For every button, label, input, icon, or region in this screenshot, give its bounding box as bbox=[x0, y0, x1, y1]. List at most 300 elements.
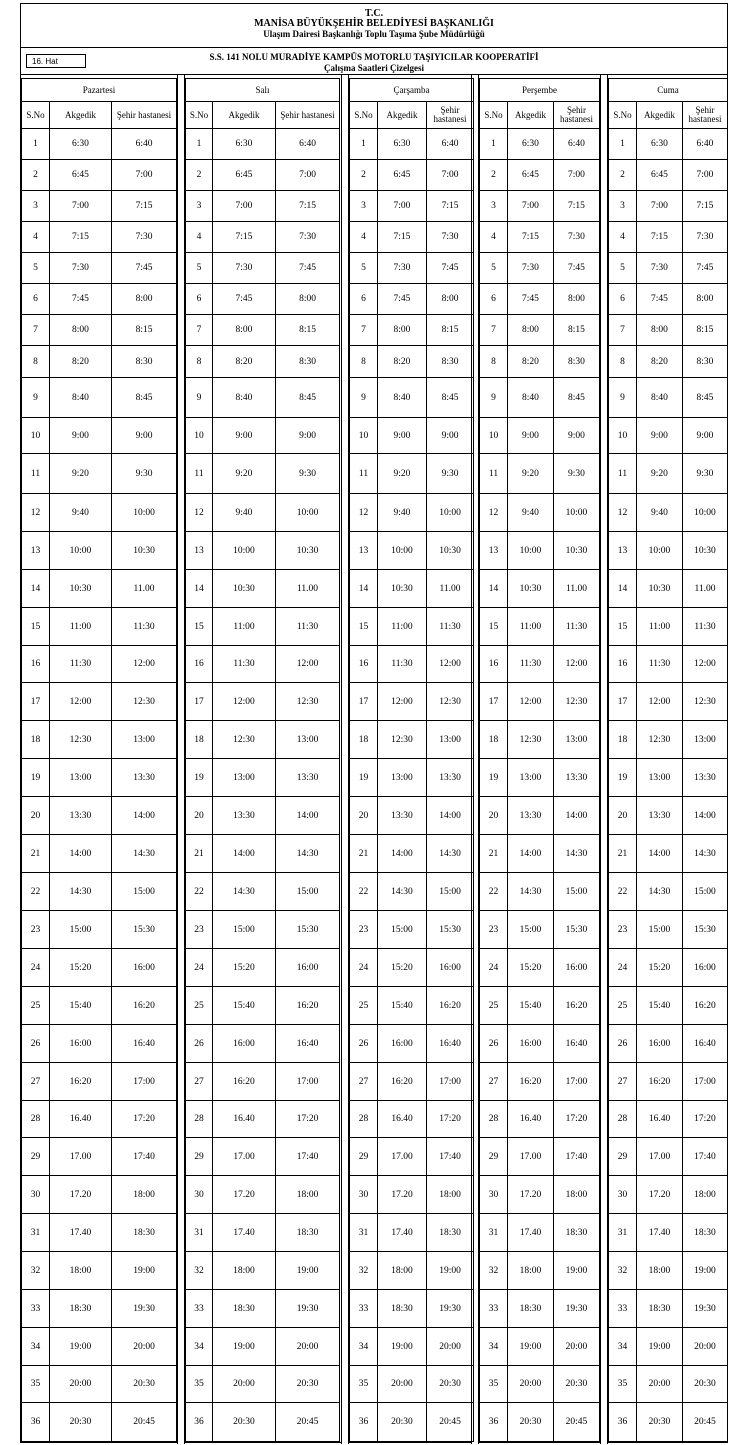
akgedik-time: 18:30 bbox=[213, 1290, 276, 1328]
sehir-hastanesi-time: 13:00 bbox=[427, 721, 474, 759]
row-number: 28 bbox=[186, 1101, 213, 1138]
row-number: 18 bbox=[186, 721, 213, 759]
row-number: 31 bbox=[609, 1214, 637, 1252]
table-row bbox=[480, 1403, 600, 1442]
table-row bbox=[609, 1138, 728, 1176]
row-number: 11 bbox=[480, 454, 508, 494]
sehir-hastanesi-time: 8:30 bbox=[554, 346, 600, 378]
akgedik-time: 16:20 bbox=[637, 1063, 683, 1101]
row-number: 12 bbox=[609, 494, 637, 532]
table-row bbox=[22, 646, 177, 683]
sehir-hastanesi-time: 11:30 bbox=[554, 608, 600, 646]
sehir-hastanesi-time: 14:00 bbox=[427, 797, 474, 835]
akgedik-time: 7:30 bbox=[50, 253, 112, 284]
table-row bbox=[186, 494, 340, 532]
sehir-hastanesi-time: 7:30 bbox=[112, 222, 177, 253]
akgedik-time: 7:15 bbox=[637, 222, 683, 253]
day-table bbox=[349, 78, 474, 1442]
row-number: 14 bbox=[609, 570, 637, 608]
table-row bbox=[350, 873, 474, 911]
header-municipality: MANİSA BÜYÜKŞEHİR BELEDİYESİ BAŞKANLIĞI bbox=[254, 18, 494, 29]
akgedik-time: 13:30 bbox=[378, 797, 427, 835]
row-number: 15 bbox=[480, 608, 508, 646]
row-number: 2 bbox=[186, 160, 213, 191]
sehir-hastanesi-time: 14:30 bbox=[112, 835, 177, 873]
sehir-hastanesi-time: 6:40 bbox=[554, 129, 600, 160]
sehir-hastanesi-time: 7:30 bbox=[683, 222, 728, 253]
table-row bbox=[186, 759, 340, 797]
akgedik-time: 14:00 bbox=[508, 835, 554, 873]
sehir-hastanesi-time: 20:30 bbox=[554, 1366, 600, 1403]
table-row bbox=[186, 315, 340, 346]
row-number: 26 bbox=[350, 1025, 378, 1063]
sehir-hastanesi-time: 10:00 bbox=[683, 494, 728, 532]
row-number: 10 bbox=[186, 418, 213, 454]
table-row bbox=[609, 284, 728, 315]
sehir-hastanesi-time: 18:30 bbox=[683, 1214, 728, 1252]
row-number: 20 bbox=[22, 797, 50, 835]
row-number: 13 bbox=[609, 532, 637, 570]
sehir-hastanesi-time: 15:00 bbox=[112, 873, 177, 911]
table-row bbox=[480, 987, 600, 1025]
akgedik-time: 13:30 bbox=[50, 797, 112, 835]
sehir-hastanesi-time: 20:00 bbox=[683, 1328, 728, 1366]
sehir-hastanesi-time: 7:15 bbox=[427, 191, 474, 222]
akgedik-time: 16.40 bbox=[50, 1101, 112, 1138]
sehir-hastanesi-time: 16:40 bbox=[427, 1025, 474, 1063]
table-row bbox=[350, 1063, 474, 1101]
table-row bbox=[22, 759, 177, 797]
row-number: 1 bbox=[186, 129, 213, 160]
row-number: 7 bbox=[22, 315, 50, 346]
sehir-hastanesi-time: 11.00 bbox=[683, 570, 728, 608]
sehir-hastanesi-time: 18:00 bbox=[427, 1176, 474, 1214]
akgedik-time: 11:30 bbox=[213, 646, 276, 683]
akgedik-time: 7:45 bbox=[213, 284, 276, 315]
table-row bbox=[22, 160, 177, 191]
table-row bbox=[350, 683, 474, 721]
row-number: 36 bbox=[609, 1403, 637, 1442]
akgedik-time: 16:20 bbox=[213, 1063, 276, 1101]
table-row bbox=[350, 191, 474, 222]
sehir-hastanesi-time: 7:45 bbox=[683, 253, 728, 284]
table-row bbox=[609, 315, 728, 346]
table-row bbox=[186, 346, 340, 378]
row-number: 16 bbox=[480, 646, 508, 683]
akgedik-time: 10:00 bbox=[50, 532, 112, 570]
sehir-hastanesi-time: 18:00 bbox=[554, 1176, 600, 1214]
sehir-hastanesi-time: 19:30 bbox=[427, 1290, 474, 1328]
table-row bbox=[480, 797, 600, 835]
sehir-hastanesi-time: 9:00 bbox=[276, 418, 340, 454]
table-row bbox=[609, 532, 728, 570]
table-row bbox=[350, 346, 474, 378]
table-row bbox=[609, 987, 728, 1025]
sehir-hastanesi-time: 16:40 bbox=[683, 1025, 728, 1063]
table-row bbox=[609, 160, 728, 191]
row-number: 26 bbox=[480, 1025, 508, 1063]
column-header-sehir-hastanesi: Şehir hastanesi bbox=[276, 102, 340, 129]
day-name: Cuma bbox=[609, 79, 728, 102]
table-row bbox=[350, 646, 474, 683]
table-row bbox=[350, 1290, 474, 1328]
table-row bbox=[186, 646, 340, 683]
table-row bbox=[480, 253, 600, 284]
sehir-hastanesi-time: 14:30 bbox=[276, 835, 340, 873]
sehir-hastanesi-time: 19:00 bbox=[427, 1252, 474, 1290]
table-row bbox=[480, 570, 600, 608]
sehir-hastanesi-time: 19:00 bbox=[276, 1252, 340, 1290]
akgedik-time: 9:00 bbox=[213, 418, 276, 454]
sehir-hastanesi-time: 10:00 bbox=[427, 494, 474, 532]
akgedik-time: 7:30 bbox=[508, 253, 554, 284]
sehir-hastanesi-time: 19:00 bbox=[554, 1252, 600, 1290]
row-number: 26 bbox=[186, 1025, 213, 1063]
table-row bbox=[186, 454, 340, 494]
schedule-document bbox=[20, 3, 728, 1443]
akgedik-time: 20:30 bbox=[378, 1403, 427, 1442]
row-number: 14 bbox=[22, 570, 50, 608]
row-number: 11 bbox=[22, 454, 50, 494]
table-row bbox=[609, 346, 728, 378]
row-number: 30 bbox=[609, 1176, 637, 1214]
table-row bbox=[609, 1214, 728, 1252]
table-row bbox=[22, 1138, 177, 1176]
akgedik-time: 13:30 bbox=[213, 797, 276, 835]
akgedik-time: 15:20 bbox=[213, 949, 276, 987]
row-number: 22 bbox=[350, 873, 378, 911]
table-row bbox=[350, 570, 474, 608]
akgedik-time: 9:20 bbox=[213, 454, 276, 494]
sehir-hastanesi-time: 9:30 bbox=[683, 454, 728, 494]
row-number: 18 bbox=[609, 721, 637, 759]
table-row bbox=[22, 1290, 177, 1328]
akgedik-time: 9:20 bbox=[637, 454, 683, 494]
table-row bbox=[350, 1366, 474, 1403]
row-number: 28 bbox=[22, 1101, 50, 1138]
akgedik-time: 13:30 bbox=[637, 797, 683, 835]
table-row bbox=[22, 129, 177, 160]
day-separator bbox=[341, 75, 349, 1444]
table-row bbox=[186, 191, 340, 222]
akgedik-time: 15:40 bbox=[213, 987, 276, 1025]
akgedik-time: 18:30 bbox=[508, 1290, 554, 1328]
akgedik-time: 7:30 bbox=[378, 253, 427, 284]
sehir-hastanesi-time: 11.00 bbox=[427, 570, 474, 608]
row-number: 34 bbox=[186, 1328, 213, 1366]
table-row bbox=[350, 253, 474, 284]
row-number: 33 bbox=[609, 1290, 637, 1328]
table-row bbox=[480, 418, 600, 454]
akgedik-time: 16:20 bbox=[378, 1063, 427, 1101]
sehir-hastanesi-time: 17:00 bbox=[554, 1063, 600, 1101]
table-row bbox=[350, 284, 474, 315]
sehir-hastanesi-time: 8:15 bbox=[554, 315, 600, 346]
akgedik-time: 16:00 bbox=[378, 1025, 427, 1063]
row-number: 31 bbox=[480, 1214, 508, 1252]
sehir-hastanesi-time: 16:20 bbox=[554, 987, 600, 1025]
sehir-hastanesi-time: 13:30 bbox=[427, 759, 474, 797]
table-row bbox=[22, 1101, 177, 1138]
table-row bbox=[350, 129, 474, 160]
sehir-hastanesi-time: 9:00 bbox=[112, 418, 177, 454]
row-number: 33 bbox=[22, 1290, 50, 1328]
table-row bbox=[186, 1176, 340, 1214]
row-number: 14 bbox=[186, 570, 213, 608]
sehir-hastanesi-time: 7:30 bbox=[554, 222, 600, 253]
row-number: 3 bbox=[350, 191, 378, 222]
akgedik-time: 8:20 bbox=[508, 346, 554, 378]
row-number: 10 bbox=[350, 418, 378, 454]
sehir-hastanesi-time: 7:45 bbox=[276, 253, 340, 284]
table-row bbox=[609, 570, 728, 608]
akgedik-time: 20:30 bbox=[50, 1403, 112, 1442]
sehir-hastanesi-time: 17:00 bbox=[276, 1063, 340, 1101]
row-number: 6 bbox=[350, 284, 378, 315]
table-row bbox=[350, 494, 474, 532]
akgedik-time: 15:00 bbox=[508, 911, 554, 949]
row-number: 21 bbox=[186, 835, 213, 873]
akgedik-time: 18:00 bbox=[50, 1252, 112, 1290]
row-number: 22 bbox=[480, 873, 508, 911]
akgedik-time: 8:20 bbox=[637, 346, 683, 378]
sehir-hastanesi-time: 9:00 bbox=[554, 418, 600, 454]
header-divider bbox=[21, 47, 727, 48]
akgedik-time: 15:20 bbox=[378, 949, 427, 987]
akgedik-time: 14:30 bbox=[213, 873, 276, 911]
column-header-sno: S.No bbox=[350, 102, 378, 129]
sehir-hastanesi-time: 14:30 bbox=[683, 835, 728, 873]
sehir-hastanesi-time: 12:00 bbox=[683, 646, 728, 683]
table-row bbox=[609, 222, 728, 253]
row-number: 32 bbox=[22, 1252, 50, 1290]
row-number: 34 bbox=[22, 1328, 50, 1366]
akgedik-time: 8:20 bbox=[213, 346, 276, 378]
row-number: 2 bbox=[480, 160, 508, 191]
akgedik-time: 20:30 bbox=[508, 1403, 554, 1442]
table-row bbox=[480, 1328, 600, 1366]
table-row bbox=[350, 315, 474, 346]
row-number: 25 bbox=[22, 987, 50, 1025]
row-number: 26 bbox=[22, 1025, 50, 1063]
sehir-hastanesi-time: 20:45 bbox=[112, 1403, 177, 1442]
akgedik-time: 11:00 bbox=[50, 608, 112, 646]
akgedik-time: 15:00 bbox=[637, 911, 683, 949]
row-number: 29 bbox=[186, 1138, 213, 1176]
row-number: 20 bbox=[186, 797, 213, 835]
akgedik-time: 10:00 bbox=[213, 532, 276, 570]
akgedik-time: 11:30 bbox=[50, 646, 112, 683]
row-number: 12 bbox=[186, 494, 213, 532]
row-number: 34 bbox=[480, 1328, 508, 1366]
row-number: 16 bbox=[609, 646, 637, 683]
sehir-hastanesi-time: 12:30 bbox=[427, 683, 474, 721]
akgedik-time: 19:00 bbox=[637, 1328, 683, 1366]
akgedik-time: 18:30 bbox=[378, 1290, 427, 1328]
table-row bbox=[22, 284, 177, 315]
sehir-hastanesi-time: 16:40 bbox=[276, 1025, 340, 1063]
table-row bbox=[350, 418, 474, 454]
sehir-hastanesi-time: 8:45 bbox=[427, 378, 474, 418]
akgedik-time: 14:00 bbox=[378, 835, 427, 873]
table-row bbox=[480, 1252, 600, 1290]
column-header-sno: S.No bbox=[186, 102, 213, 129]
table-row bbox=[480, 160, 600, 191]
table-row bbox=[609, 378, 728, 418]
akgedik-time: 6:45 bbox=[508, 160, 554, 191]
akgedik-time: 7:45 bbox=[637, 284, 683, 315]
table-row bbox=[186, 1214, 340, 1252]
sehir-hastanesi-time: 17:00 bbox=[427, 1063, 474, 1101]
akgedik-time: 11:00 bbox=[637, 608, 683, 646]
akgedik-time: 7:00 bbox=[378, 191, 427, 222]
row-number: 19 bbox=[186, 759, 213, 797]
row-number: 31 bbox=[22, 1214, 50, 1252]
sehir-hastanesi-time: 13:00 bbox=[112, 721, 177, 759]
sehir-hastanesi-time: 8:00 bbox=[683, 284, 728, 315]
sehir-hastanesi-time: 18:00 bbox=[683, 1176, 728, 1214]
sehir-hastanesi-time: 8:30 bbox=[427, 346, 474, 378]
sehir-hastanesi-time: 18:30 bbox=[427, 1214, 474, 1252]
akgedik-time: 9:40 bbox=[637, 494, 683, 532]
sehir-hastanesi-time: 20:45 bbox=[427, 1403, 474, 1442]
table-row bbox=[350, 1176, 474, 1214]
row-number: 14 bbox=[480, 570, 508, 608]
row-number: 34 bbox=[350, 1328, 378, 1366]
sehir-hastanesi-time: 13:00 bbox=[276, 721, 340, 759]
row-number: 17 bbox=[186, 683, 213, 721]
akgedik-time: 15:00 bbox=[378, 911, 427, 949]
row-number: 30 bbox=[186, 1176, 213, 1214]
row-number: 5 bbox=[186, 253, 213, 284]
row-number: 35 bbox=[480, 1366, 508, 1403]
row-number: 25 bbox=[609, 987, 637, 1025]
akgedik-time: 16.40 bbox=[508, 1101, 554, 1138]
row-number: 33 bbox=[186, 1290, 213, 1328]
akgedik-time: 19:00 bbox=[50, 1328, 112, 1366]
sehir-hastanesi-time: 8:45 bbox=[276, 378, 340, 418]
row-number: 6 bbox=[609, 284, 637, 315]
sehir-hastanesi-time: 9:30 bbox=[427, 454, 474, 494]
row-number: 24 bbox=[22, 949, 50, 987]
sehir-hastanesi-time: 11.00 bbox=[554, 570, 600, 608]
row-number: 21 bbox=[480, 835, 508, 873]
table-row bbox=[22, 1176, 177, 1214]
table-row bbox=[186, 1025, 340, 1063]
table-row bbox=[186, 835, 340, 873]
akgedik-time: 6:45 bbox=[637, 160, 683, 191]
column-header-akgedik: Akgedik bbox=[508, 102, 554, 129]
sehir-hastanesi-time: 16:40 bbox=[554, 1025, 600, 1063]
sehir-hastanesi-time: 12:00 bbox=[112, 646, 177, 683]
akgedik-time: 18:00 bbox=[508, 1252, 554, 1290]
table-row bbox=[22, 683, 177, 721]
sehir-hastanesi-time: 18:00 bbox=[276, 1176, 340, 1214]
akgedik-time: 9:40 bbox=[508, 494, 554, 532]
sehir-hastanesi-time: 15:00 bbox=[554, 873, 600, 911]
sehir-hastanesi-time: 17:00 bbox=[683, 1063, 728, 1101]
row-number: 19 bbox=[350, 759, 378, 797]
table-row bbox=[350, 759, 474, 797]
table-row bbox=[609, 1176, 728, 1214]
sehir-hastanesi-time: 11:30 bbox=[427, 608, 474, 646]
row-number: 1 bbox=[350, 129, 378, 160]
row-number: 29 bbox=[609, 1138, 637, 1176]
sehir-hastanesi-time: 14:30 bbox=[554, 835, 600, 873]
akgedik-time: 16.40 bbox=[637, 1101, 683, 1138]
akgedik-time: 20:00 bbox=[50, 1366, 112, 1403]
sehir-hastanesi-time: 8:15 bbox=[683, 315, 728, 346]
akgedik-time: 7:15 bbox=[378, 222, 427, 253]
row-number: 16 bbox=[350, 646, 378, 683]
sehir-hastanesi-time: 8:15 bbox=[427, 315, 474, 346]
row-number: 33 bbox=[480, 1290, 508, 1328]
sehir-hastanesi-time: 18:00 bbox=[112, 1176, 177, 1214]
sehir-hastanesi-time: 15:30 bbox=[683, 911, 728, 949]
akgedik-time: 9:20 bbox=[50, 454, 112, 494]
sehir-hastanesi-time: 20:30 bbox=[683, 1366, 728, 1403]
sehir-hastanesi-time: 7:00 bbox=[276, 160, 340, 191]
row-number: 30 bbox=[350, 1176, 378, 1214]
akgedik-time: 16:20 bbox=[508, 1063, 554, 1101]
akgedik-time: 10:00 bbox=[508, 532, 554, 570]
sehir-hastanesi-time: 20:00 bbox=[554, 1328, 600, 1366]
akgedik-time: 7:30 bbox=[213, 253, 276, 284]
row-number: 36 bbox=[480, 1403, 508, 1442]
row-number: 8 bbox=[186, 346, 213, 378]
row-number: 8 bbox=[609, 346, 637, 378]
row-number: 7 bbox=[186, 315, 213, 346]
akgedik-time: 6:30 bbox=[637, 129, 683, 160]
row-number: 17 bbox=[609, 683, 637, 721]
akgedik-time: 17.20 bbox=[637, 1176, 683, 1214]
row-number: 12 bbox=[22, 494, 50, 532]
row-number: 5 bbox=[609, 253, 637, 284]
table-row bbox=[609, 683, 728, 721]
sehir-hastanesi-time: 8:45 bbox=[683, 378, 728, 418]
table-row bbox=[22, 346, 177, 378]
akgedik-time: 12:00 bbox=[50, 683, 112, 721]
akgedik-time: 7:45 bbox=[508, 284, 554, 315]
row-number: 35 bbox=[186, 1366, 213, 1403]
akgedik-time: 9:00 bbox=[508, 418, 554, 454]
sehir-hastanesi-time: 19:30 bbox=[276, 1290, 340, 1328]
akgedik-time: 15:40 bbox=[508, 987, 554, 1025]
table-row bbox=[186, 570, 340, 608]
table-row bbox=[609, 835, 728, 873]
row-number: 21 bbox=[22, 835, 50, 873]
row-number: 2 bbox=[350, 160, 378, 191]
table-row bbox=[186, 1403, 340, 1442]
table-row bbox=[22, 1214, 177, 1252]
sehir-hastanesi-time: 12:30 bbox=[112, 683, 177, 721]
akgedik-time: 9:00 bbox=[378, 418, 427, 454]
akgedik-time: 15:20 bbox=[50, 949, 112, 987]
akgedik-time: 20:00 bbox=[213, 1366, 276, 1403]
table-row bbox=[480, 378, 600, 418]
sehir-hastanesi-time: 6:40 bbox=[276, 129, 340, 160]
row-number: 24 bbox=[350, 949, 378, 987]
row-number: 21 bbox=[609, 835, 637, 873]
akgedik-time: 14:00 bbox=[213, 835, 276, 873]
sehir-hastanesi-time: 9:00 bbox=[427, 418, 474, 454]
table-row bbox=[480, 1176, 600, 1214]
sehir-hastanesi-time: 17:20 bbox=[683, 1101, 728, 1138]
table-row bbox=[609, 1101, 728, 1138]
row-number: 32 bbox=[480, 1252, 508, 1290]
row-number: 23 bbox=[186, 911, 213, 949]
akgedik-time: 16:20 bbox=[50, 1063, 112, 1101]
